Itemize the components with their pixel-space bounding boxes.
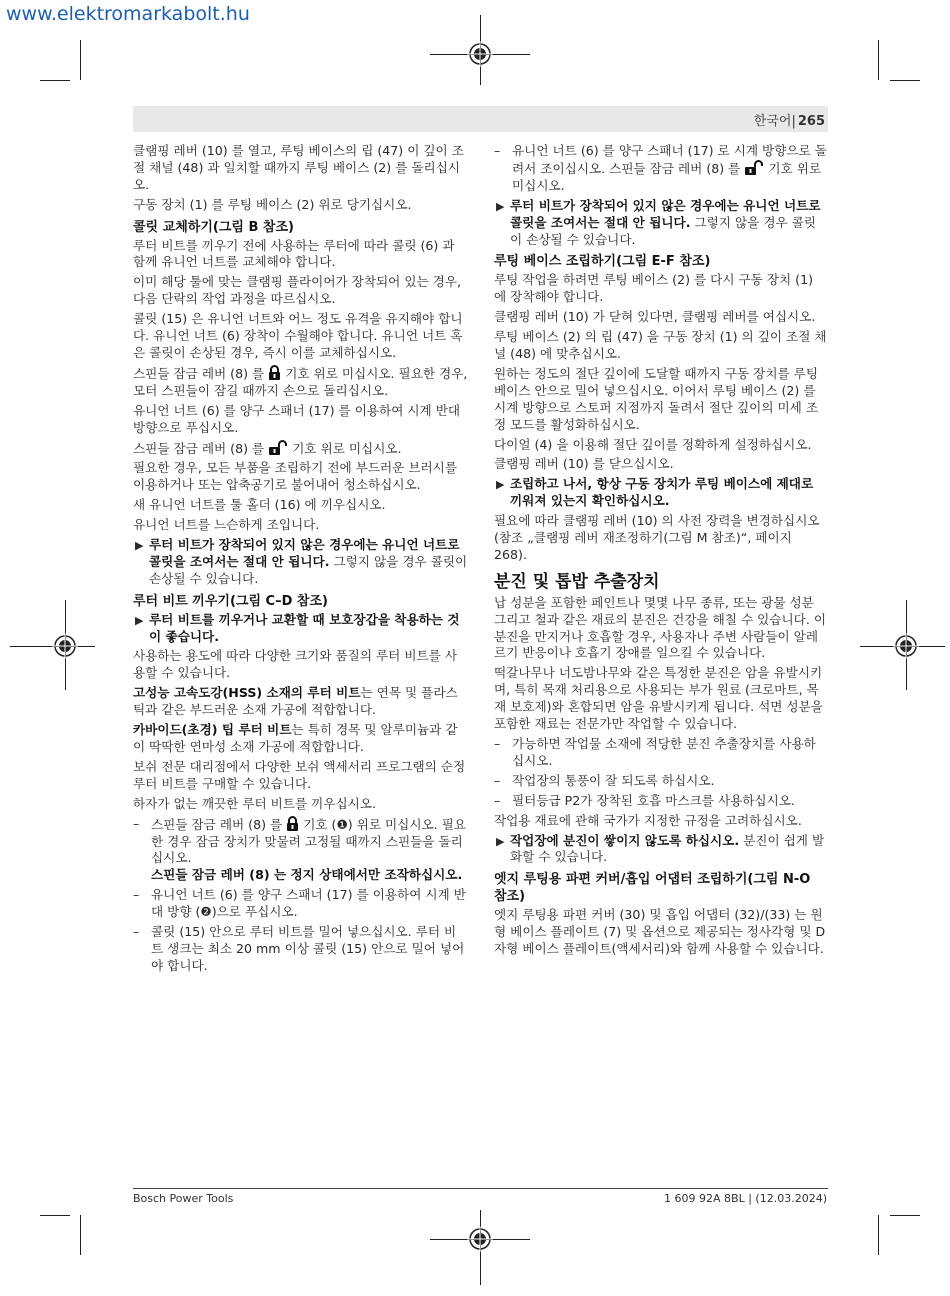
- crop-mark: [878, 40, 879, 80]
- list-item: – 가능하면 작업물 소재에 적당한 분진 추출장치를 사용하십시오.: [494, 736, 816, 768]
- paragraph: 새 유니언 너트를 툴 홀더 (16) 에 끼우십시오.: [133, 497, 386, 513]
- paragraph: 다이얼 (4) 을 이용해 절단 깊이를 정확하게 설정하십시오.: [494, 436, 812, 452]
- page-header: 한국어| 265: [753, 114, 825, 129]
- list-item: – 유니언 너트 (6) 를 양구 스패너 (17) 로 시계 방향으로 돌려서 조이십시오. 스핀들 잠금 레버 (8) 를 기호 위로 미십시오.: [494, 143, 827, 193]
- left-column: [133, 143, 468, 978]
- paragraph: 루팅 베이스 (2) 의 립 (47) 을 구동 장치 (1) 의 깊이 조절 채널 (48) 에 맞추십시오.: [494, 329, 827, 361]
- header-band: [133, 106, 828, 132]
- crop-mark: [80, 1215, 81, 1255]
- paragraph: 클램핑 레버 (10) 를 닫으십시오.: [494, 456, 674, 472]
- warning-triangle-icon: ▶: [496, 199, 505, 213]
- paragraph: 유니언 너트 (6) 를 양구 스패너 (17) 를 이용하여 시계 반대방향으로 푸십시오.: [133, 402, 461, 435]
- paragraph: 이미 해당 툴에 맞는 클램핑 플라이어가 장착되어 있는 경우, 다음 단락의 작업 과정을 따르십시오.: [133, 274, 462, 307]
- paragraph: 필요에 따라 클램핑 레버 (10) 의 사전 장력을 변경하십시오 (참조 „클램핑 레버 재조정하기(그림 M 참조)“, 페이지 268).: [494, 513, 820, 562]
- paragraph: 카바이드(초경) 팁 루터 비트는 특히 경목 및 알루미늄과 같이 딱딱한 연마성 소재 가공에 적합합니다.: [133, 722, 458, 754]
- registration-mark-right: [860, 600, 945, 690]
- crop-mark: [40, 1215, 70, 1216]
- warning-note: ▶ 조립하고 나서, 항상 구동 장치가 루팅 베이스에 제대로 끼워져 있는지 확인하십시오.: [496, 476, 814, 509]
- lock-icon: [286, 816, 299, 832]
- paragraph: 클램핑 레버 (10) 가 닫혀 있다면, 클램핑 레버를 여십시오.: [494, 309, 816, 325]
- section-heading: 콜릿 교체하기(그림 B 참조): [133, 219, 294, 235]
- list-item: – 필터등급 P2가 장착된 호흡 마스크를 사용하십시오.: [494, 792, 795, 808]
- lock-icon: [268, 365, 281, 381]
- paragraph: 필요한 경우, 모든 부품을 조립하기 전에 부드러운 브러시를 이용하거나 또는 압축공기로 불어내어 청소하십시오.: [133, 460, 457, 493]
- unlock-icon: [268, 440, 288, 456]
- paragraph: 루터 비트를 끼우기 전에 사용하는 루터에 따라 콜릿 (6) 과 함께 유니언 너트를 교체해야 합니다.: [133, 237, 455, 270]
- warning-triangle-icon: ▶: [135, 613, 144, 627]
- warning-triangle-icon: ▶: [496, 834, 505, 848]
- paragraph: 클램핑 레버 (10) 를 열고, 루팅 베이스의 립 (47) 이 깊이 조절 채널 (48) 과 일치할 때까지 루팅 베이스 (2) 를 돌리십시오.: [133, 143, 464, 192]
- warning-note: ▶ 루터 비트가 장착되어 있지 않은 경우에는 유니언 너트로 콜릿을 조여서는 절대 안 됩니다. 그렇지 않을 경우 콜릿이 손상될 수 있습니다.: [135, 537, 468, 586]
- paragraph: 고성능 고속도강(HSS) 소재의 루터 비트는 연목 및 플라스틱과 같은 부드러운 소재 가공에 적합합니다.: [133, 685, 458, 718]
- paragraph: 하자가 없는 깨끗한 루터 비트를 끼우십시오.: [133, 795, 376, 811]
- language-label: 한국어: [753, 114, 792, 129]
- list-item: – 작업장의 통풍이 잘 되도록 하십시오.: [494, 772, 715, 788]
- crop-mark: [878, 1215, 879, 1255]
- chapter-heading: 분진 및 톱밥 추출장치: [494, 571, 660, 592]
- crop-mark: [40, 80, 70, 81]
- paragraph: 콜릿 (15) 은 유니언 너트와 어느 정도 유격을 유지해야 합니다. 유니언 너트 (6) 장착이 수월해야 합니다. 유니언 너트 혹은 콜릿이 손상된 경우, 즉시 이를 교체하십시오.: [133, 311, 463, 360]
- paragraph: 떡갈나무나 너도밤나무와 같은 특정한 분진은 암을 유발시키며, 특히 목재 처리용으로 사용되는 부가 원료 (크로마트, 목재 보호제)와 혼합되면 암을 유발시키게 됩니다. 석면 성분을 포함한 재료는 전문가만 작업할 수 있습니다.: [494, 665, 823, 732]
- paragraph: 보쉬 전문 대리점에서 다양한 보쉬 액세서리 프로그램의 순정 루터 비트를 구매할 수 있습니다.: [133, 758, 466, 791]
- registration-mark-left: [10, 600, 95, 690]
- list-item: – 유니언 너트 (6) 를 양구 스패너 (17) 를 이용하여 시계 반대 방향 (❷)으로 푸십시오.: [133, 887, 466, 920]
- unlock-icon: [744, 160, 764, 176]
- section-heading: 루터 비트 끼우기(그림 C–D 참조): [133, 593, 328, 609]
- paragraph: 스핀들 잠금 레버 (8) 를 기호 위로 미십시오.: [133, 440, 402, 456]
- warning-note: ▶ 작업장에 분진이 쌓이지 않도록 하십시오. 분진이 쉽게 발화할 수 있습니다.: [496, 832, 825, 865]
- paragraph: 납 성분을 포함한 페인트나 몇몇 나무 종류, 또는 광물 성분 그리고 철과 같은 재료의 분진은 건강을 해칠 수 있습니다. 이 분진을 만지거나 호흡할 경우, 사용자나 주변 사람들이 알레르기 반응이나 호흡기 장애를 일으킬 수 있습니다.: [494, 594, 827, 661]
- warning-triangle-icon: ▶: [135, 539, 144, 553]
- page-number: 265: [797, 114, 825, 129]
- crop-mark: [890, 1215, 920, 1216]
- crop-mark: [80, 40, 81, 80]
- warning-triangle-icon: ▶: [496, 478, 505, 492]
- crop-mark: [890, 80, 920, 81]
- warning-note: ▶ 루터 비트가 장착되어 있지 않은 경우에는 유니언 너트로 콜릿을 조여서는 절대 안 됩니다. 그렇지 않을 경우 콜릿이 손상될 수 있습니다.: [496, 197, 821, 247]
- paragraph: 유니언 너트를 느슨하게 조입니다.: [133, 517, 320, 533]
- registration-mark-top: [430, 15, 530, 85]
- paragraph: 사용하는 용도에 따라 다양한 크기와 품질의 루터 비트를 사용할 수 있습니다.: [133, 648, 457, 681]
- list-item: – 콜릿 (15) 안으로 루터 비트를 밀어 넣으십시오. 루터 비트 생크는 최소 20 mm 이상 콜릿 (15) 안으로 밀어 넣어야 합니다.: [133, 924, 465, 973]
- paragraph: 엣지 루팅용 파편 커버 (30) 및 흡입 어댑터 (32)/(33) 는 원형 베이스 플레이트 (7) 및 옵션으로 제공되는 정사각형 및 D자형 베이스 플레이트(액세서리)와 함께 사용할 수 있습니다.: [494, 907, 826, 956]
- warning-note: ▶ 루터 비트를 끼우거나 교환할 때 보호장갑을 착용하는 것이 좋습니다.: [135, 611, 460, 644]
- paragraph: 루팅 작업을 하려면 루팅 베이스 (2) 를 다시 구동 장치 (1) 에 장착해야 합니다.: [494, 272, 814, 305]
- section-heading: 루팅 베이스 조립하기(그림 E-F 참조): [494, 254, 711, 270]
- list-item: – 스핀들 잠금 레버 (8) 를 기호 (❶) 위로 미십시오. 필요한 경우 잠금 장치가 맞물려 고정될 때까지 스핀들을 돌리십시오. 스핀들 잠금 레버 (8) 는 정지 상태에서만 조작하십시오.: [133, 815, 467, 883]
- footer-divider: [133, 1188, 828, 1189]
- site-url[interactable]: www.elektromarkabolt.hu: [6, 3, 250, 25]
- section-heading: 엣지 루팅용 파편 커버/흡입 어댑터 조립하기(그림 N-O 참조): [494, 872, 811, 905]
- paragraph: 스핀들 잠금 레버 (8) 를 기호 위로 미십시오. 필요한 경우, 모터 스핀들이 잠길 때까지 손으로 돌리십시오.: [133, 365, 468, 398]
- paragraph: 구동 장치 (1) 를 루팅 베이스 (2) 위로 당기십시오.: [133, 196, 412, 212]
- right-column: [494, 143, 827, 961]
- paragraph: 원하는 정도의 절단 깊이에 도달할 때까지 구동 장치를 루팅 베이스 안으로 밀어 넣으십시오. 이어서 루팅 베이스 (2) 를 시계 방향으로 스토퍼 지점까지 돌려서 절단 깊이의 미세 조정 모드를 활성화하십시오.: [494, 365, 818, 432]
- footer-doc-id: 1 609 92A 8BL | (12.03.2024): [664, 1192, 827, 1205]
- footer-brand: Bosch Power Tools: [133, 1192, 234, 1205]
- paragraph: 작업용 재료에 관해 국가가 지정한 규정을 고려하십시오.: [494, 812, 802, 828]
- registration-mark-bottom: [430, 1210, 530, 1285]
